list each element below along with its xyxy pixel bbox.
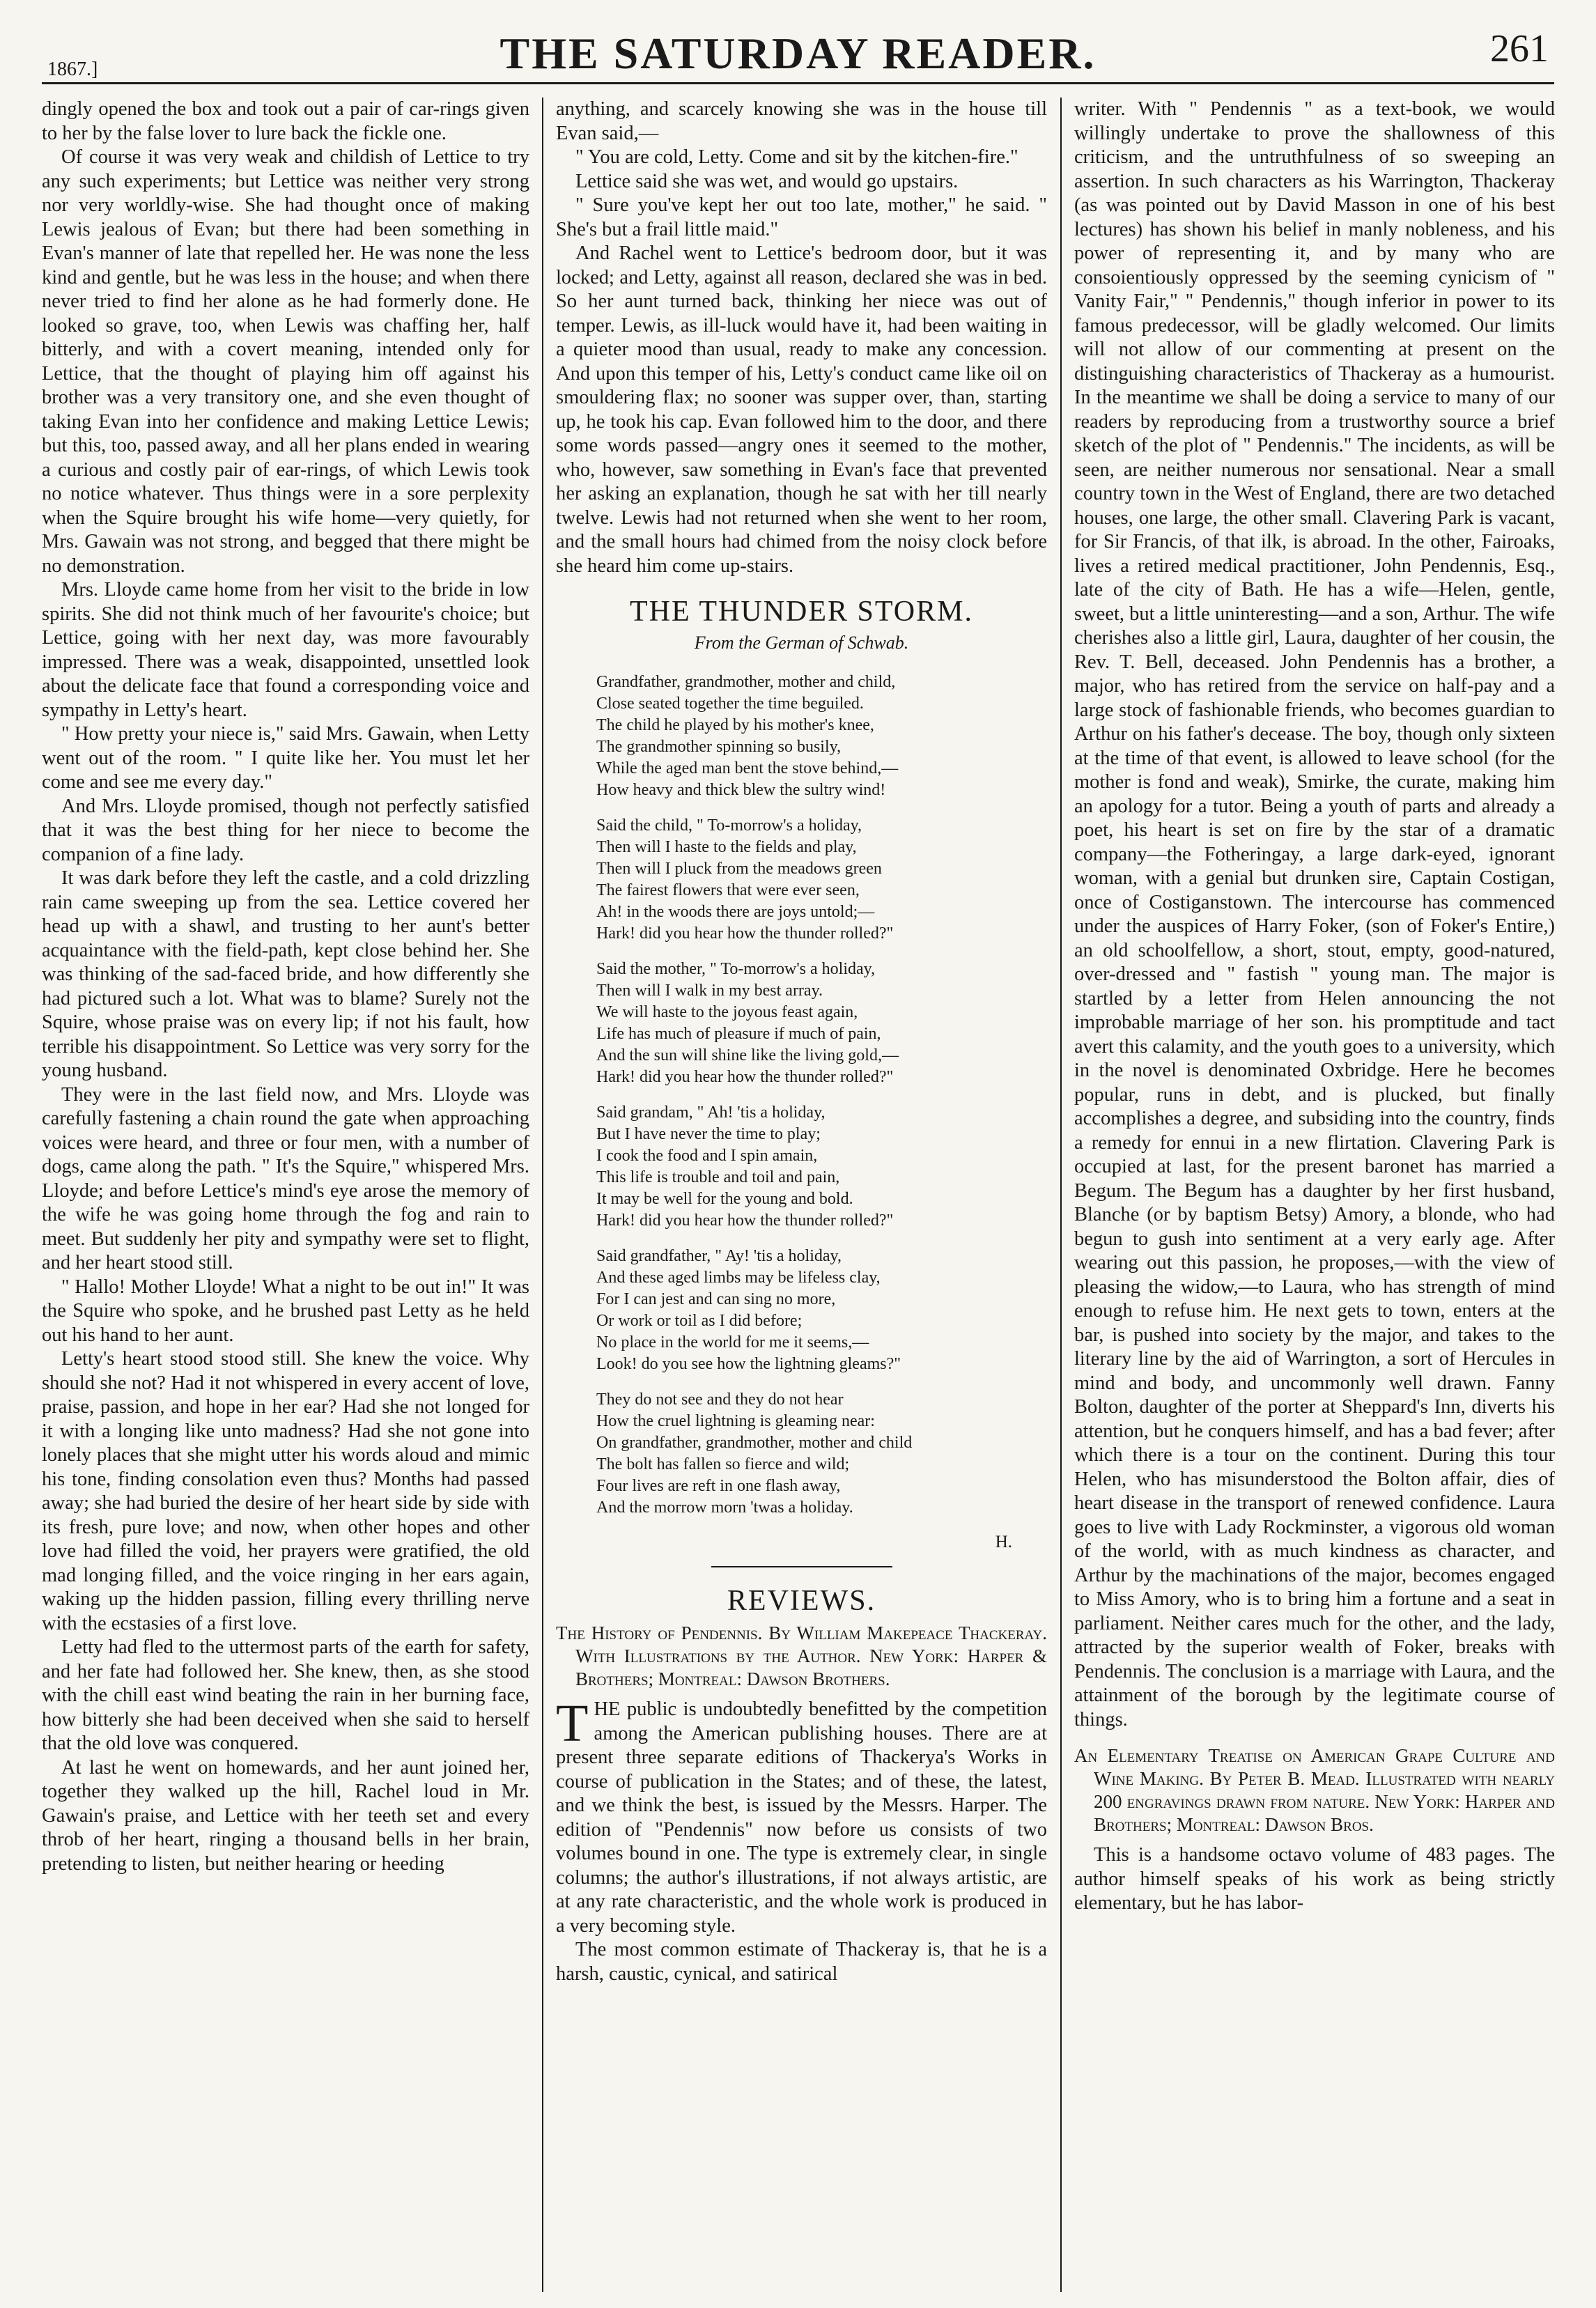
poem-line: Said grandam, " Ah! 'tis a holiday, [596,1103,826,1122]
poem-line: Said grandfather, " Ay! 'tis a holiday, [596,1247,842,1265]
poem-line: How the cruel lightning is gleaming near: [596,1412,875,1430]
poem-line: Said the child, " To-morrow's a holiday, [596,816,862,835]
poem-line: Close seated together the time beguiled. [596,695,864,713]
paragraph: " Hallo! Mother Lloyde! What a night to be out in!" It was the Squire who spoke, and he brushed past Letty as he held out his hand to her aunt. [42,1276,529,1346]
poem-signature: H. [995,1533,1012,1551]
header-date: 1867.] [47,59,98,80]
paragraph: " You are cold, Letty. Come and sit by the kitchen-fire." [575,146,1018,168]
poem-stanza [596,1389,1026,1519]
poem-line: Then will I pluck from the meadows green [596,860,882,878]
poem-line: I cook the food and I spin amain, [596,1147,818,1165]
poem-line: And these aged limbs may be lifeless clay, [596,1269,881,1287]
poem-stanza [596,1102,1026,1232]
paragraph: They were in the last field now, and Mrs. Lloyde was carefully fastening a chain round the gate when approaching voices were heard, and three or four men, with a number of dogs, came along the path. " It's the Squire," whispered Mrs. Lloyde; and before Lettice's mind's eye arose the memory of the wife he was going home through the fog and rain to meet. But suddenly her pity and sympathy were set to flight, and her heart stood still. [42,1083,529,1273]
poem-line: Hark! did you hear how the thunder rolled?" [596,924,894,943]
poem-line: Or work or toil as I did before; [596,1312,803,1330]
paragraph: And Rachel went to Lettice's bedroom door, but it was locked; and Letty, against all reason, declared she was in bed. So her aunt turned back, thinking her niece was out of temper. Lewis, as ill-luck would have it, had been waiting in a quieter mood than usual, ready to make any concession. And upon this temper of his, Letty's conduct came like oil on smouldering flax; no sooner was supper over, than, starting up, he took his cap. Evan followed him to the door, and there some words passed—angry ones it seemed to the mother, who, however, saw something in Evan's face that prevented her asking an explanation, though he sat with her till nearly twelve. Lewis had not returned when she went to her room, and the small hours had chimed from the noisy clock before she heard him come up-stairs. [556,242,1047,577]
poem-line: On grandfather, grandmother, mother and child [596,1434,913,1452]
poem-line: How heavy and thick blew the sultry wind! [596,781,886,799]
column-2 [556,98,1047,2292]
poem-stanza [596,815,1026,945]
paragraph: Letty's heart stood stood still. She knew the voice. Why should she not? Had it not whispered in every accent of love, praise, passion, and hope in her ear? Had she not longed for it with a longing like unto madness? Had she not gone into lonely places that she might utter his words aloud and mimic his tone, finding consolation even thus? Months had passed away; she had buried the desire of her heart side by side with its fresh, pure love; and now, when other hopes and other love had filled the void, her prayers were gratified, the old mad longing filled, and the voice ringing in her ears again, waking up the hidden passion, filling every thrilling nerve with the ecstasies of a first love. [42,1348,529,1634]
poem-line: The grandmother spinning so busily, [596,738,842,756]
poem-line: Look! do you see how the lightning gleams?" [596,1355,901,1373]
paragraph: Of course it was very weak and childish of Lettice to try any such experiments; but Lettice was neither very strong nor very worldly-wise. She had thought once of making Lewis jealous of Evan; but there had been something in Evan's manner of late that repelled her. He was none the less kind and gentle, but he was less in the house; and when there never tried to find her alone as he had formerly done. He looked so grave, too, when Lewis was chaffing her, half bitterly, and with a covert meaning, intended only for Lettice, that the thought of playing him off against his brother was a very transitory one, and she even thought of taking Evan into her confidence and making Lettice Lewis; but this, too, passed away, and all her plans ended in wearing a curious and costly pair of ear-rings, of which Lewis took no notice whatever. Thus things were in a sore perplexity when the Squire brought his wife home—very quietly, for Mrs. Gawain was not strong, and begged that there might be no demonstration. [42,146,529,577]
poem-title: THE THUNDER STORM. [630,596,973,628]
column-divider [1060,98,1062,2292]
page-number: 261 [1490,27,1549,70]
paragraph: And Mrs. Lloyde promised, though not perfectly satisfied that it was the best thing for her niece to become the companion of a fine lady. [42,795,529,865]
paragraph: It was dark before they left the castle, and a cold drizzling rain came sweeping up from the sea. Lettice covered her head up with a shawl, and trusting to her aunt's better acquaintance with the field-path, kept close behind her. She was thinking of the sad-faced bride, and how differently she had pictured such a lot. What was to blame? Surely not the Squire, whose praise was on every lip; if not his fault, how terrible his disappointment. So Lettice was very sorry for the young husband. [42,867,529,1081]
paragraph: " How pretty your niece is," said Mrs. Gawain, when Letty went out of the room. " I quite like her. You must let her come and see me every day." [42,723,529,793]
poem-line: Hark! did you hear how the thunder rolled?" [596,1211,894,1230]
poem-line: Said the mother, " To-morrow's a holiday, [596,960,876,978]
paragraph: The most common estimate of Thackeray is, that he is a harsh, caustic, cynical, and satirical [556,1939,1047,1985]
drop-cap: T [556,1694,589,1753]
poem-line: And the morrow morn 'twas a holiday. [596,1498,853,1517]
poem-line: Life has much of pleasure if much of pain, [596,1025,881,1043]
poem-line: Grandfather, grandmother, mother and child, [596,673,896,691]
paragraph: anything, and scarcely knowing she was in the house till Evan said,— [556,98,1047,144]
poem-stanza [596,959,1026,1088]
poem-line: Then will I haste to the fields and play, [596,838,857,856]
poem-line: We will haste to the joyous feast again, [596,1003,858,1021]
section-divider [711,1566,892,1567]
poem-line: It may be well for the young and bold. [596,1190,853,1208]
paragraph: Lettice said she was wet, and would go upstairs. [575,170,959,192]
poem-line: The child he played by his mother's knee, [596,716,874,734]
poem-line: The fairest flowers that were ever seen, [596,881,860,899]
poem-line: Four lives are reft in one flash away, [596,1477,841,1495]
publication-title: THE SATURDAY READER. [499,29,1097,78]
paragraph: Letty had fled to the uttermost parts of the earth for safety, and her fate had followed her. She knew, then, as she stood with the chill east wind beating the rain in her burning face, how bitterly she had been deceived when she said to herself that the old love was conquered. [42,1636,529,1754]
paragraph: At last he went on homewards, and her aunt joined her, together they walked up the hill, Rachel loud in Mr. Gawain's praise, and Lettice with her teeth set and every throb of her heart, ringing a thousand bells in her brain, pretending to listen, but neither hearing or heeding [42,1756,529,1875]
poem-line: Ah! in the woods there are joys untold;— [596,903,875,921]
poem-line: Then will I walk in my best array. [596,982,823,1000]
review-heading: An Elementary Treatise on American Grape Culture and Wine Making. By Peter B. Mead. Illustrated with nearly 200 engravings drawn from nature. New York: Harper and Brothers; Montreal: Dawson Bros. [1074,1745,1555,1835]
poem-line: Hark! did you hear how the thunder rolled?" [596,1068,894,1086]
poem-line: No place in the world for me it seems,— [596,1333,869,1352]
poem-stanza [596,1246,1026,1375]
poem-line: While the aged man bent the stove behind,— [596,759,899,777]
poem [596,672,1026,1519]
page-header [42,20,1554,84]
paragraph [556,1694,1047,1938]
poem-line: But I have never the time to play; [596,1125,821,1143]
paragraph: writer. With " Pendennis " as a text-book, we would willingly undertake to prove the shallowness of this criticism, and the untruthfulness of so sweeping an assertion. In such characters as his Warrington, Thackeray (as was pointed out by David Masson in one of his best lectures) has shown his belief in manly nobleness, and his power of representing it, and by many who are consoientiously oppressed by the seeming cynicism of " Vanity Fair," " Pendennis," though inferior in power to its famous predecessor, will be gladly welcomed. Our limits will not allow of our commenting at present on the distinguishing characteristics of Thackeray as a humourist. In the meantime we shall be doing a service to many of our readers by reproducing from a trustworthy source a brief sketch of the plot of " Pendennis." The incidents, as will be seen, are neither numerous nor sensational. Near a small country town in the West of England, there are two detached houses, one large, the other small. Clavering Park is vacant, for Sir Francis, of that ilk, is abroad. In the other, Fairoaks, lives a retired medical practitioner, John Pendennis, Esq., late of the city of Bath. He has a wife—Helen, gentle, sweet, but a little uninteresting—and a son, Arthur. The wife cherishes also a little girl, Laura, daughter of her cousin, the Rev. T. Bell, deceased. John Pendennis has a brother, a major, who has retired from the service on half-pay and a large stock of fashionable friends, who becomes guardian to Arthur on his father's decease. The boy, though only sixteen at the time of that event, is allowed to leave school (for the mother is fond and weak), Smirke, the curate, making him an apology for a tutor. Being a youth of parts and already a poet, his heart is set on fire by the star of a dramatic company—the Fotheringay, a large dark-eyed, ignorant woman, with a genial but drunken sire, Captain Costigan, once of Costiganstown. The intercourse has commenced under the auspices of Harry Foker, (son of Foker's Entire,) an old schoolfellow, a short, stout, empty, good-natured, over-dressed and " fastish " young man. The major is startled by a letter from Helen announcing the not improbable marriage of her son. his promptitude and tact avert this calamity, and the youth goes to a university, which in the novel is denominated Oxbridge. Here he becomes popular, runs in debt, and is plucked, but finally accomplishes a degree, and subsiding into the country, finds a remedy for ennui in a new flirtation. Clavering Park is occupied at last, for the present baronet has married a Begum. The Begum has a daughter by her first husband, Blanche (or by baptism Betsy) Amory, a blonde, who had begun to gush into sentiment at a very early age. After wearing out this passion, he proposes,—with the view of pleasing the widow,—to Laura, who has strength of mind enough to refuse him. He next gets to town, enters at the bar, is pushed into society by the major, and takes to the literary line by the aid of Warrington, a sort of Hercules in mind and body, and uncommonly well drawn. Fanny Bolton, daughter of the porter at Sheppard's Inn, diverts his attention, but he conquers himself, and has a bad fever; after which there is a tour on the continent. During this tour Helen, who has misunderstood the Bolton affair, dies of heart disease in the transport of renewed confidence. Laura goes to live with Lady Rockminster, a vigorous old woman of the world, with as much kindness as character, and Arthur by the machinations of the major, becomes engaged to Miss Amory, who is to bring him a fortune and a seat in parliament. Neither cares much for the other, and the lady, attracted by the superior wealth of Foker, breaks with Pendennis. The conclusion is a marriage with Laura, and the attainment of the borough by the legitimate course of things. [1074,98,1555,1730]
paragraph-text: HE public is undoubtedly benefitted by the competition among the American publishing houses. There are at present three separate editions of Thackerya's Works in course of publication in the States; and of these, the latest, and we think the best, is issued by the Messrs. Harper. The edition of "Pendennis" now before us consists of two volumes bound in one. The type is extremely clear, in single columns; the author's illustrations, if not always artistic, are at any rate characteristic, and the whole work is produced in a very becoming style. [556,1698,1047,1937]
paragraph: Mrs. Lloyde came home from her visit to the bride in low spirits. She did not think much of her favourite's choice; but Lettice, going with her next day, was more favourably impressed. There was a weak, disappointed, unsettled look about the delicate face that found a corresponding voice and sympathy in Letty's heart. [42,579,529,721]
column-3 [1074,98,1555,2292]
poem-line: For I can jest and can sing no more, [596,1290,836,1308]
poem-line: This life is trouble and toil and pain, [596,1168,840,1186]
paragraph: This is a handsome octavo volume of 483 pages. The author himself speaks of his work as being strictly elementary, but he has labor- [1074,1844,1555,1914]
poem-line: The bolt has fallen so fierce and wild; [596,1455,850,1473]
review-heading: The History of Pendennis. By William Makepeace Thackeray. With Illustrations by the Author. New York: Harper & Brothers; Montreal: Dawson Brothers. [556,1622,1047,1689]
poem-subtitle: From the German of Schwab. [694,633,909,653]
column-divider [542,98,543,2292]
paragraph: " Sure you've kept her out too late, mother," he said. " She's but a frail little maid." [556,194,1047,240]
poem-line: And the sun will shine like the living gold,— [596,1046,899,1064]
poem-line: They do not see and they do not hear [596,1391,844,1409]
poem-stanza [596,672,1026,801]
paragraph: dingly opened the box and took out a pair of car-rings given to her by the false lover to lure back the fickle one. [42,98,529,144]
section-title-reviews: REVIEWS. [727,1585,876,1617]
column-1 [42,98,529,2292]
